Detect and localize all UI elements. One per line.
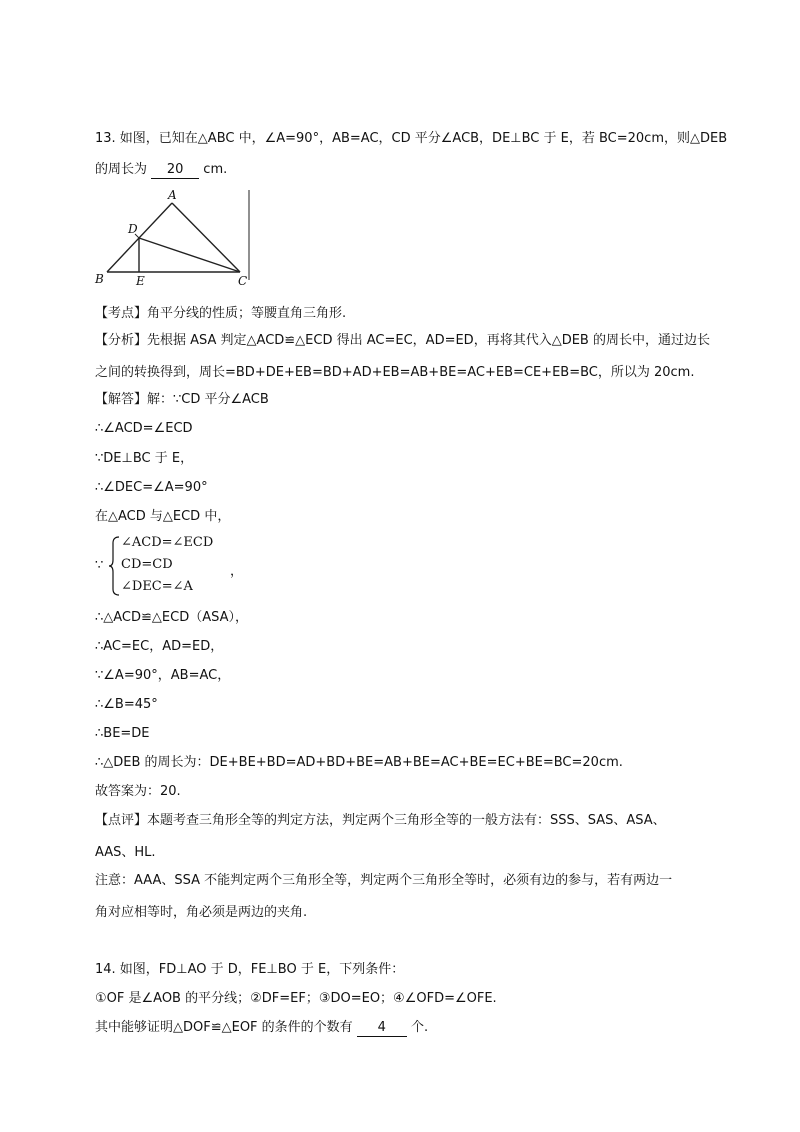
- label-d: D: [128, 222, 138, 236]
- q13-zhuyi-line2: 角对应相等时，角必须是两边的夹角.: [95, 905, 308, 920]
- q13-stem-suffix: cm.: [203, 162, 228, 177]
- congruence-conditions: [95, 535, 244, 597]
- condition-3: ∠DEC=∠A: [121, 579, 193, 594]
- q13-step-10: ∴△DEB 的周长为：DE+BE+BD=AD+BD+BE=AB+BE=AC+BE=EC+BE=BC=20cm.: [95, 755, 623, 770]
- label-c: C: [238, 274, 248, 288]
- label-a: A: [168, 188, 177, 202]
- label-e: E: [136, 274, 145, 288]
- q13-jieda: 【解答】解：∵CD 平分∠ACB: [95, 392, 269, 407]
- q14-stem-prefix: 其中能够证明△DOF≌△EOF 的条件的个数有: [95, 1020, 353, 1035]
- q13-stem-line1: 13. 如图，已知在△ABC 中，∠A=90°，AB=AC，CD 平分∠ACB，DE⊥BC 于 E，若 BC=20cm，则△DEB: [95, 131, 728, 146]
- triangle-figure: [92, 188, 262, 288]
- q13-zhuyi-line1: 注意：AAA、SSA 不能判定两个三角形全等，判定两个三角形全等时，必须有边的参与，若有两边一: [95, 873, 673, 888]
- q13-dianping-line2: AAS、HL.: [95, 845, 156, 860]
- because-symbol: ∵: [95, 558, 104, 573]
- q14-answer-blank: 4: [357, 1020, 407, 1037]
- q13-step-11: 故答案为：20.: [95, 784, 181, 799]
- q13-step-4: 在△ACD 与△ECD 中，: [95, 509, 231, 524]
- q13-step-8: ∴∠B=45°: [95, 697, 158, 712]
- q13-fenxi-line2: 之间的转换得到，周长=BD+DE+EB=BD+AD+EB=AB+BE=AC+EB=CE+EB=BC，所以为 20cm.: [95, 365, 695, 380]
- q13-step-7: ∵∠A=90°，AB=AC，: [95, 668, 231, 683]
- q13-answer-blank: 20: [151, 162, 199, 179]
- q13-step-5: ∴△ACD≌△ECD（ASA），: [95, 610, 248, 625]
- left-brace-icon: [109, 535, 121, 597]
- q14-stem-line1: 14. 如图，FD⊥AO 于 D，FE⊥BO 于 E，下列条件：: [95, 962, 405, 977]
- brace-comma: ，: [230, 564, 244, 579]
- q13-step-3: ∴∠DEC=∠A=90°: [95, 480, 208, 495]
- condition-1: ∠ACD=∠ECD: [121, 535, 214, 550]
- q13-kaodian: 【考点】角平分线的性质；等腰直角三角形.: [95, 306, 347, 321]
- label-b: B: [95, 272, 104, 286]
- q13-step-6: ∴AC=EC，AD=ED，: [95, 639, 224, 654]
- q13-step-1: ∴∠ACD=∠ECD: [95, 421, 193, 436]
- q13-fenxi-line1: 【分析】先根据 ASA 判定△ACD≌△ECD 得出 AC=EC，AD=ED，再将其代入△DEB 的周长中，通过边长: [95, 333, 710, 348]
- q14-stem-line3: [95, 1020, 428, 1037]
- q14-stem-line2: ①OF 是∠AOB 的平分线；②DF=EF；③DO=EO；④∠OFD=∠OFE.: [95, 991, 497, 1006]
- q13-stem-prefix: 的周长为: [95, 162, 148, 177]
- q13-step-2: ∵DE⊥BC 于 E，: [95, 451, 194, 466]
- q14-stem-suffix: 个.: [410, 1020, 429, 1035]
- condition-2: CD=CD: [121, 557, 173, 572]
- q13-stem-line2: [95, 162, 227, 179]
- q13-dianping-line1: 【点评】本题考查三角形全等的判定方法，判定两个三角形全等的一般方法有：SSS、SAS、ASA、: [95, 813, 666, 828]
- q13-step-9: ∴BE=DE: [95, 726, 150, 741]
